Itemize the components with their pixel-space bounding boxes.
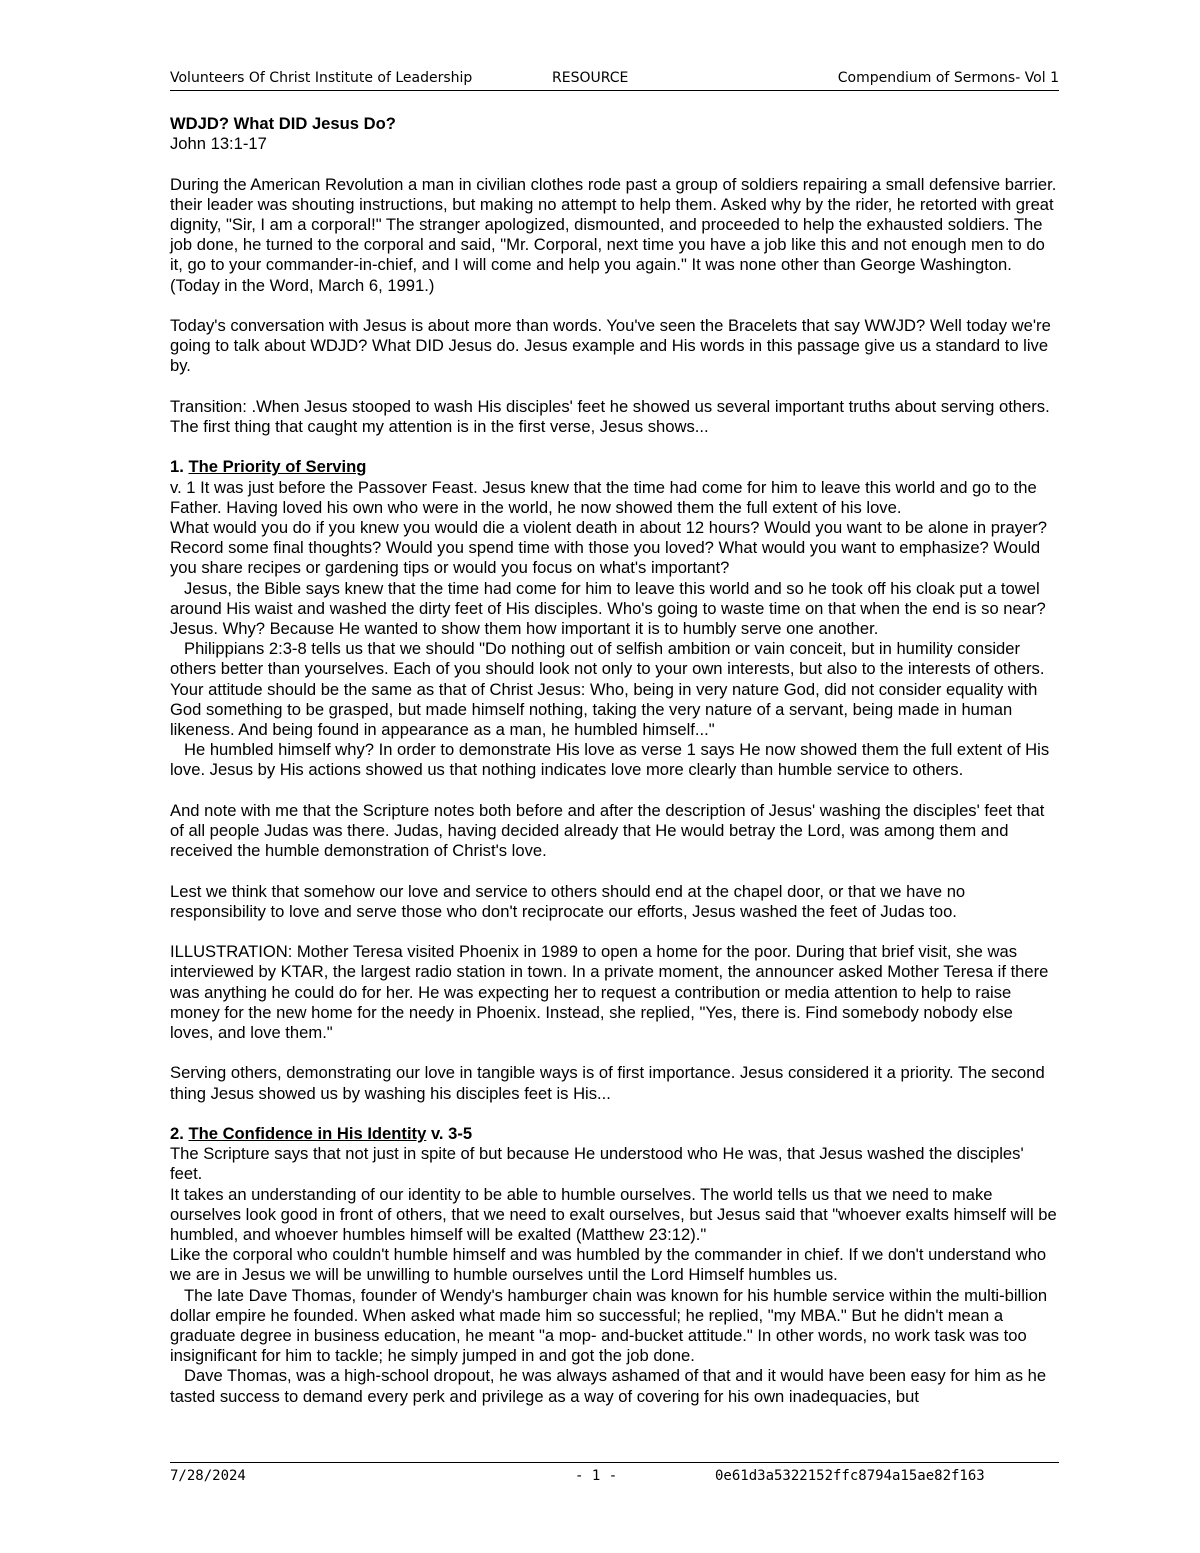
section-1-line: v. 1 It was just before the Passover Feast. Jesus knew that the time had come for him to leave this world and go to the Father. Having loved his own who were in the world, he now showed them the full extent of his love. [170,477,1037,517]
header-resource-label: RESOURCE [552,70,629,86]
document-body [170,114,1060,1407]
header-org-name: Volunteers Of Christ Institute of Leadership [170,70,473,86]
section-2-line: It takes an understanding of our identity to be able to humble ourselves. The world tells us that we need to make ourselves look good in front of others, that we need to exalt ourselves, but Jesus said that "whoever exalts himself will be humbled, and whoever humbles himself will be exalted (Matthew 23:12)." [170,1184,1057,1245]
footer-date: 7/28/2024 [170,1468,246,1484]
section-2-title: The Confidence in His Identity [188,1124,427,1144]
intro-paragraph: Today's conversation with Jesus is about more than words. You've seen the Bracelets that say WWJD? Well today we're going to talk about WDJD? What DID Jesus do. Jesus example and His words in this passage give us a standard to live by. [170,316,1051,376]
transition-paragraph: Transition: .When Jesus stooped to wash His disciples' feet he showed us several important truths about serving others. The first thing that caught my attention is in the first verse, Jesus shows... [170,396,1050,436]
section-2-indented: The late Dave Thomas, founder of Wendy's hamburger chain was known for his humble service within the multi-billion dollar empire he founded. When asked what made him so successful; he replied, "my MBA." But he didn't mean a graduate degree in business education, he meant "a mop- and-bucket attitude." In other words, no work task was too insignificant for him to tackle; he simply jumped in and got the job done. [170,1285,1048,1366]
section-1-paragraph: And note with me that the Scripture notes both before and after the description of Jesus' washing the disciples' feet that of all people Judas was there. Judas, having decided already that He would betray the Lord, was among them and received the humble demonstration of Christ's love. [170,800,1045,861]
section-2-indented: Dave Thomas, was a high-school dropout, he was always ashamed of that and it would have been easy for him as he tasted success to demand every perk and privilege as a way of covering for his own inadequacies, but [170,1366,1047,1406]
section-1-line: What would you do if you knew you would die a violent death in about 12 hours? Would you want to be alone in prayer? Record some final thoughts? Would you spend time with those you loved? What would you want to emphasize? Would you share recipes or gardening tips or would you focus on what's important? [170,518,1047,578]
section-1-paragraph: Lest we think that somehow our love and service to others should end at the chapel door, or that we have no responsibility to love and serve those who don't reciprocate our efforts, Jesus washed the feet of Judas too. [170,881,966,921]
page-footer [170,1462,1059,1487]
section-1-number: 1. [170,457,189,477]
section-1-title: The Priority of Serving [188,457,367,477]
page-header [170,68,1059,91]
document-title: WDJD? What DID Jesus Do? [170,114,396,133]
section-2-number: 2. [170,1124,189,1144]
section-1-indented: Philippians 2:3-8 tells us that we should "Do nothing out of selfish ambition or vain conceit, but in humility consider others better than yourselves. Each of you should look not only to your own interests, but also to the interests of others. Your attitude should be the same as that of Christ Jesus: Who, being in very nature God, did not consider equality with God something to be grasped, but made himself nothing, taking the very nature of a servant, being made in human likeness. And being found in appearance as a man, he humbled himself..." [170,639,1045,740]
header-compendium-title: Compendium of Sermons- Vol 1 [837,70,1059,86]
section-2-reference: v. 3-5 [426,1124,473,1144]
section-2-line: Like the corporal who couldn't humble himself and was humbled by the commander in chief. If we don't understand who we are in Jesus we will be unwilling to humble ourselves until the Lord Himself humbles us. [170,1245,1047,1285]
section-2-heading [170,1124,1060,1144]
section-1-paragraph: Serving others, demonstrating our love in tangible ways is of first importance. Jesus considered it a priority. The second thing Jesus showed us by washing his disciples feet is His... [170,1063,1045,1103]
footer-document-hash: 0e61d3a5322152ffc8794a15ae82f163 [715,1468,985,1484]
scripture-reference: John 13:1-17 [170,134,267,154]
intro-paragraph: During the American Revolution a man in civilian clothes rode past a group of soldiers repairing a small defensive barrier. their leader was shouting instructions, but making no attempt to help them. Asked why by the rider, he retorted with great dignity, "Sir, I am a corporal!" The stranger apologized, dismounted, and proceeded to help the exhausted soldiers. The job done, he turned to the corporal and said, "Mr. Corporal, next time you have a job like this and not enough men to do it, go to your commander-in-chief, and I will come and help you again." It was none other than George Washington. (Today in the Word, March 6, 1991.) [170,174,1057,295]
section-2-line: The Scripture says that not just in spite of but because He understood who He was, that Jesus washed the disciples' feet. [170,1144,1024,1184]
footer-page-number: - 1 - [575,1468,618,1484]
illustration-paragraph: ILLUSTRATION: Mother Teresa visited Phoenix in 1989 to open a home for the poor. During that brief visit, she was interviewed by KTAR, the largest radio station in town. In a private moment, the announcer asked Mother Teresa if there was anything he could do for her. He was expecting her to request a contribution or media attention to help to raise money for the new home for the needy in Phoenix. Instead, she replied, "Yes, there is. Find somebody nobody else loves, and love them." [170,942,1049,1043]
section-1-heading [170,457,1060,477]
section-1-indented: He humbled himself why? In order to demonstrate His love as verse 1 says He now showed them the full extent of His love. Jesus by His actions showed us that nothing indicates love more clearly than humble service to others. [170,740,1050,780]
section-1-indented: Jesus, the Bible says knew that the time had come for him to leave this world and so he took off his cloak put a towel around His waist and washed the dirty feet of His disciples. Who's going to waste time on that when the end is so near? Jesus. Why? Because He wanted to show them how important it is to humbly serve one another. [170,578,1046,639]
